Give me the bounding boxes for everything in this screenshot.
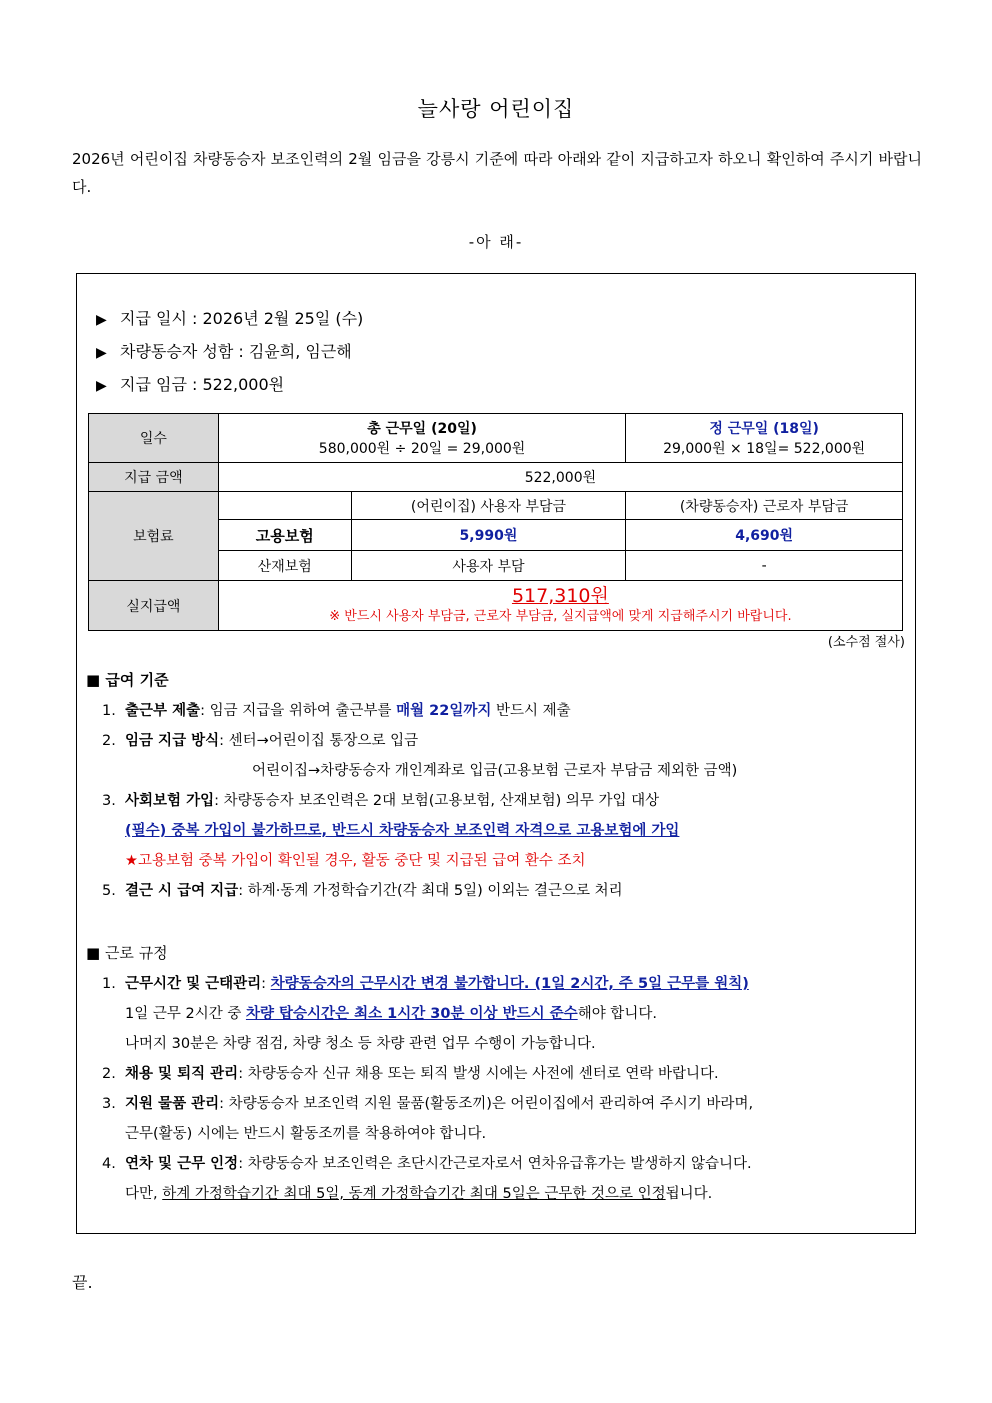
fixed-days-cell: 정 근무일 (18일) 29,000원 × 18일= 522,000원: [626, 414, 903, 463]
wage-table: [88, 413, 903, 631]
work-item-3: 3. 지원 물품 관리: 차량동승자 보조인력 지원 물품(활동조끼)은 어린이집에서 관리하여 주시기 바라며,: [102, 1096, 754, 1112]
net-label: 실지급액: [89, 581, 219, 631]
employer-head: (어린이집) 사용자 부담금: [351, 492, 626, 520]
arrow-icon: ▶: [96, 378, 107, 394]
work-item-1-line-3: 나머지 30분은 차량 점검, 차량 청소 등 차량 관련 업무 수행이 가능합니다.: [125, 1036, 596, 1052]
arrow-icon: ▶: [96, 312, 107, 328]
end-mark: 끝.: [72, 1273, 93, 1292]
net-note: ※ 반드시 사용자 부담금, 근로자 부담금, 실지급액에 맞게 지급해주시기 바랍니다.: [329, 609, 792, 624]
fraction-note: (소수점 절사): [827, 635, 905, 650]
amount-value: 522,000원: [218, 463, 902, 492]
pay-item-2-line-2: 어린이집→차량동승자 개인계좌로 입금(고용보험 근로자 부담금 제외한 금액): [252, 763, 738, 779]
work-item-3-line-2: 근무(활동) 시에는 반드시 활동조끼를 착용하여야 합니다.: [125, 1126, 487, 1142]
work-item-1-line-2: 1일 근무 2시간 중 차량 탑승시간은 최소 1시간 30분 이상 반드시 준수해야 합니다.: [125, 1006, 657, 1022]
work-item-1: 1. 근무시간 및 근태관리: 차량동승자의 근무시간 변경 불가합니다. (1일 2시간, 주 5일 근무를 원칙): [102, 976, 749, 992]
employment-employer-value: 5,990원: [351, 520, 626, 551]
empty-cell: [218, 492, 351, 520]
net-row: [89, 581, 903, 631]
insurance-head-row: [89, 492, 903, 520]
industrial-worker-value: -: [626, 551, 903, 581]
arrow-icon: ▶: [96, 345, 107, 361]
insurance-label: 보험료: [89, 492, 219, 581]
days-label: 일수: [89, 414, 219, 463]
pay-item-3-required: (필수) 중복 가입이 불가하므로, 반드시 차량동승자 보조인력 자격으로 고용보험에 가입: [125, 823, 680, 839]
pay-item-5: 5. 결근 시 급여 지급: 하계·동계 가정학습기간(각 최대 5일) 이외는 결근으로 처리: [102, 883, 623, 899]
notice-heading: -아 래-: [468, 233, 524, 251]
employment-worker-value: 4,690원: [626, 520, 903, 551]
pay-item-3-warning: ★고용보험 중복 가입이 확인될 경우, 활동 중단 및 지급된 급여 환수 조치: [125, 853, 586, 869]
work-section-heading: ■ 근로 규정: [86, 944, 168, 962]
pay-item-2: 2. 임금 지급 방식: 센터→어린이집 통장으로 입금: [102, 733, 419, 749]
worker-head: (차량동승자) 근로자 부담금: [626, 492, 903, 520]
net-value: 517,310원: [511, 585, 609, 607]
summary-names: ▶ 차량동승자 성함 : 김윤희, 임근해: [96, 341, 352, 364]
industrial-ins-label: 산재보험: [218, 551, 351, 581]
pay-item-3: 3. 사회보험 가입: 차량동승자 보조인력은 2대 보험(고용보험, 산재보험) 의무 가입 대상: [102, 793, 660, 809]
days-row: [89, 414, 903, 463]
work-item-4-line-2: 다만, 하계 가정학습기간 최대 5일, 동계 가정학습기간 최대 5일은 근무한 것으로 인정됩니다.: [125, 1186, 713, 1202]
amount-row: [89, 463, 903, 492]
total-days-cell: 총 근무일 (20일) 580,000원 ÷ 20일 = 29,000원: [218, 414, 625, 463]
employment-ins-label: 고용보험: [218, 520, 351, 551]
summary-pay-date: ▶ 지급 일시 : 2026년 2월 25일 (수): [96, 308, 363, 331]
work-item-2: 2. 채용 및 퇴직 관리: 차량동승자 신규 채용 또는 퇴직 발생 시에는 사전에 센터로 연락 바랍니다.: [102, 1066, 719, 1082]
industrial-employer-value: 사용자 부담: [351, 551, 626, 581]
content-box: [76, 273, 916, 1234]
document-title: 늘사랑 어린이집: [417, 97, 575, 121]
net-cell: [218, 581, 902, 631]
amount-label: 지급 금액: [89, 463, 219, 492]
pay-item-1: 1. 출근부 제출: 임금 지급을 위하여 출근부를 매월 22일까지 반드시 제출: [102, 703, 571, 719]
intro-paragraph: 2026년 어린이집 차량동승자 보조인력의 2월 임금을 강릉시 기준에 따라 아래와 같이 지급하고자 하오니 확인하여 주시기 바랍니다.: [72, 150, 922, 196]
pay-section-heading: ■ 급여 기준: [86, 671, 169, 689]
summary-wage: ▶ 지급 임금 : 522,000원: [96, 374, 284, 397]
work-item-4: 4. 연차 및 근무 인정: 차량동승자 보조인력은 초단시간근로자로서 연차유급휴가는 발생하지 않습니다.: [102, 1156, 752, 1172]
